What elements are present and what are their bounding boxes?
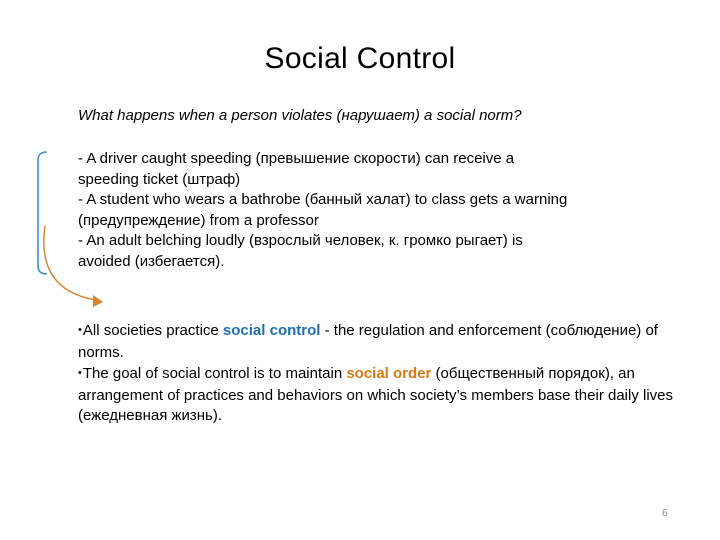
bullet-lead-text: The goal of social control is to maintain (82, 365, 347, 383)
examples-list (78, 149, 678, 273)
bullet-icon: • (78, 324, 82, 336)
bullet-rest-text: - the regulation and enforcement (соблюдение) of norms. (78, 322, 658, 361)
bullet-item-social-control (78, 321, 678, 363)
page-number: 6 (662, 508, 668, 519)
example-line: avoided (избегается). (78, 252, 225, 270)
example-line: speeding ticket (штраф) (78, 170, 241, 188)
example-line: - A student who wears a bathrobe (банный халат) to class gets a warning (78, 191, 568, 209)
bullet-list (78, 321, 678, 428)
bullet-lead-text: All societies practice (82, 322, 223, 339)
bullet-rest-text: (общественный порядок), an arrangement of practices and behaviors on which society’s members base their daily lives (ежедневная жизнь). (78, 365, 674, 425)
arrow-head-icon (93, 295, 103, 307)
bullet-item-social-order (78, 364, 678, 427)
term-social-control: social control (222, 322, 321, 339)
example-line: - An adult belching loudly (взрослый человек, к. громко рыгает) is (78, 232, 523, 250)
question-text: What happens when a person violates (нарушает) a social norm? (78, 107, 522, 124)
slide-title: Social Control (264, 42, 456, 75)
bullet-icon: • (78, 367, 82, 380)
example-line: (предупреждение) from a professor (78, 211, 319, 229)
example-line: - A driver caught speeding (превышение скорости) can receive a (78, 150, 515, 167)
term-social-order: social order (346, 365, 432, 383)
